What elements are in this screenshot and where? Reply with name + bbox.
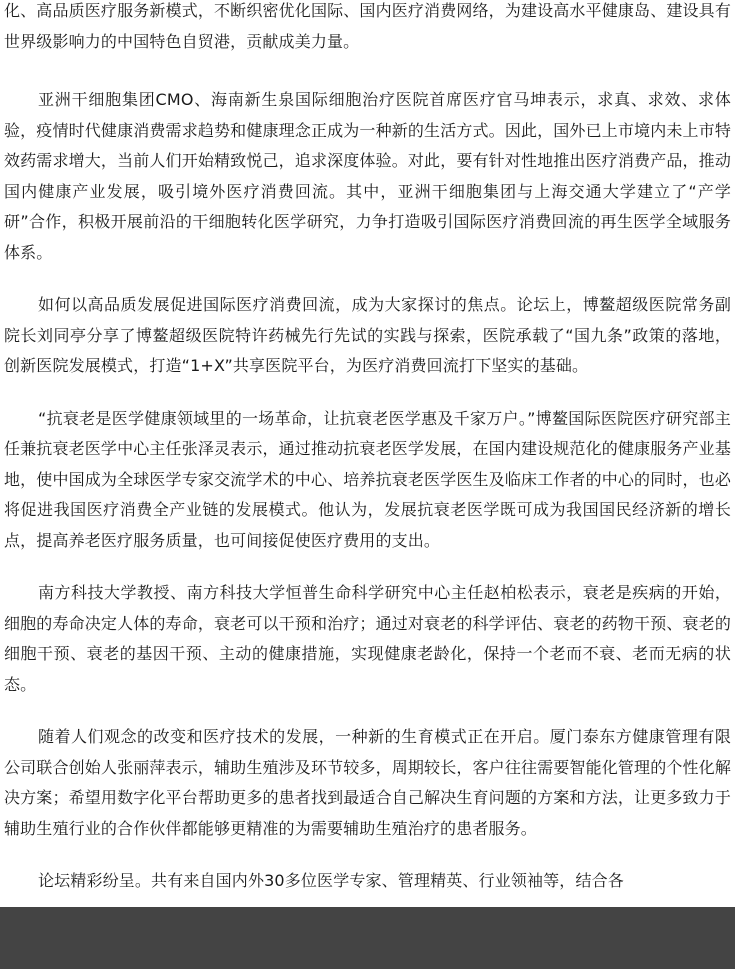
paragraph-2: 亚洲干细胞集团CMO、海南新生泉国际细胞治疗医院首席医疗官马坤表示，求真、求效、求体验，疫情时代健康消费需求趋势和健康理念正成为一种新的生活方式。因此，国外已上市境内未上市特效药需求增大，当前人们开始精致悦己，追求深度体验。对此，要有针对性地推出医疗消费产品，推动国内健康产业发展，吸引境外医疗消费回流。其中，亚洲干细胞集团与上海交通大学建立了“产学研”合作，积极开展前沿的干细胞转化医学研究，力争打造吸引国际医疗消费回流的再生医学全域服务体系。 xyxy=(4,90,731,262)
paragraph-3: 如何以高品质发展促进国际医疗消费回流，成为大家探讨的焦点。论坛上，博鳌超级医院常务副院长刘同亭分享了博鳌超级医院特许药械先行先试的实践与探索，医院承载了“国九条”政策的落地，创新医院发展模式，打造“1+X”共享医院平台，为医疗消费回流打下坚实的基础。 xyxy=(4,295,731,375)
paragraph-6: 随着人们观念的改变和医疗技术的发展，一种新的生育模式正在开启。厦门泰东方健康管理有限公司联合创始人张丽萍表示，辅助生殖涉及环节较多，周期较长，客户往往需要智能化管理的个性化解决方案；希望用数字化平台帮助更多的患者找到最适合自己解决生育问题的方案和方法，让更多致力于辅助生殖行业的合作伙伴都能够更精准的为需要辅助生殖治疗的患者服务。 xyxy=(4,727,731,838)
paragraph-7: 论坛精彩纷呈。共有来自国内外30多位医学专家、管理精英、行业领袖等，结合各 xyxy=(38,871,624,890)
paragraph-5: 南方科技大学教授、南方科技大学恒普生命科学研究中心主任赵柏松表示，衰老是疾病的开始，细胞的寿命决定人体的寿命，衰老可以干预和治疗；通过对衰老的科学评估、衰老的药物干预、衰老的细胞干预、衰老的基因干预、主动的健康措施，实现健康老龄化，保持一个老而不衰、老而无病的状态。 xyxy=(4,583,731,694)
paragraph-1: 化、高品质医疗服务新模式，不断织密优化国际、国内医疗消费网络，为建设高水平健康岛、建设具有世界级影响力的中国特色自贸港，贡献成美力量。 xyxy=(4,1,731,51)
bottom-bar xyxy=(0,907,735,969)
paragraph-4: “抗衰老是医学健康领域里的一场革命，让抗衰老医学惠及千家万户。”博鳌国际医院医疗研究部主任兼抗衰老医学中心主任张泽灵表示，通过推动抗衰老医学发展，在国内建设规范化的健康服务产业基地，使中国成为全球医学专家交流学术的中心、培养抗衰老医学医生及临床工作者的中心的同时，也必将促进我国医疗消费全产业链的发展模式。他认为，发展抗衰老医学既可成为我国国民经济新的增长点，提高养老医疗服务质量，也可间接促使医疗费用的支出。 xyxy=(4,408,731,550)
